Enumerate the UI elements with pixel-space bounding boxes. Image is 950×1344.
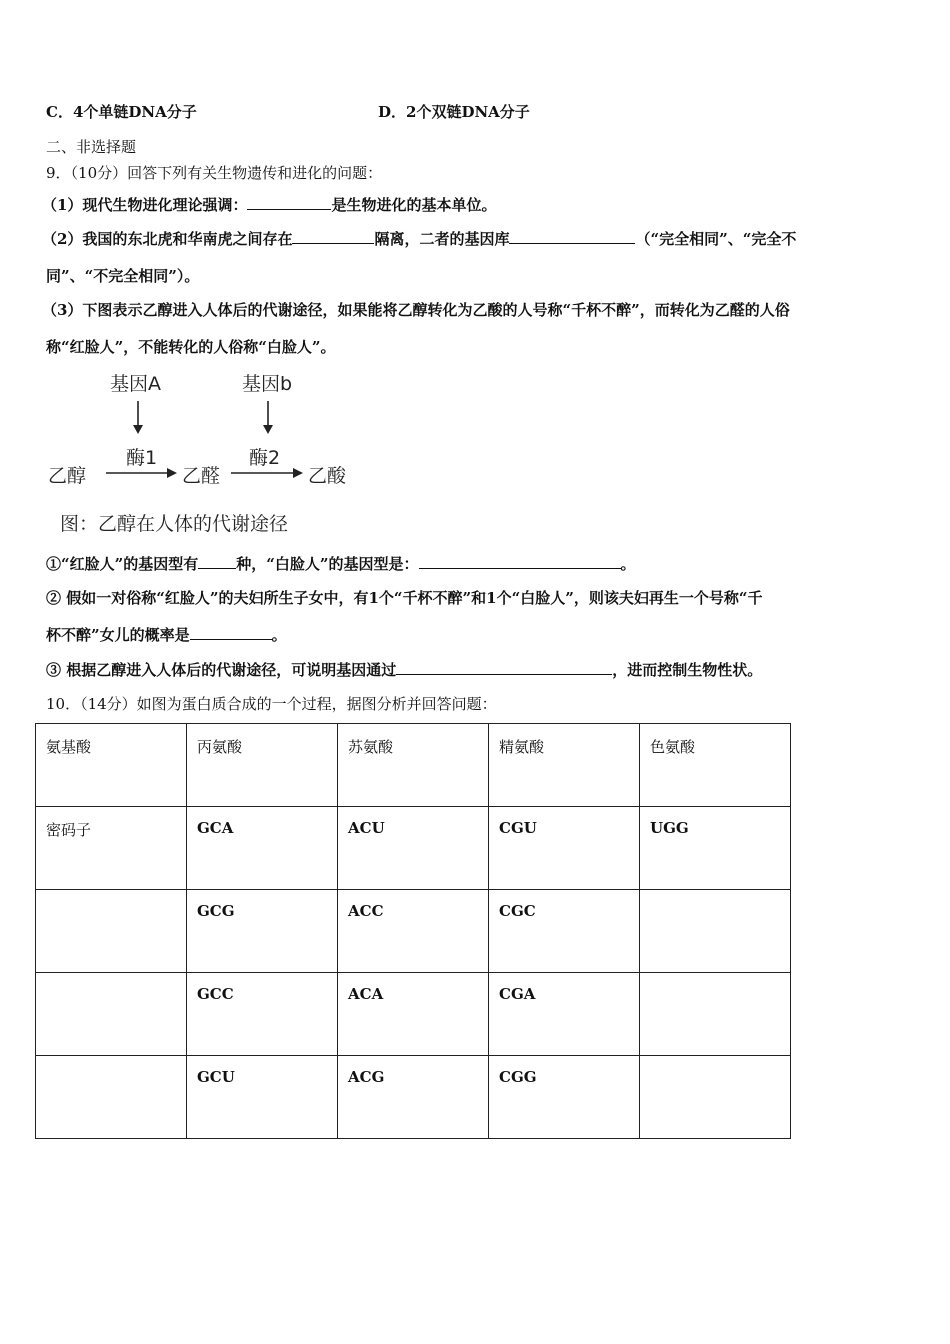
table-cell — [36, 1056, 187, 1139]
q9-sub2: ② 假如一对俗称“红脸人”的夫妇所生子女中，有1个“千杯不醉”和1个“白脸人”，则该夫妇再生一个号称“千 — [46, 589, 763, 607]
q9-sub2-text-b: 杯不醉”女儿的概率是 — [46, 626, 190, 644]
q9-part1-text-b: 是生物进化的基本单位。 — [331, 196, 497, 214]
table-cell: GCC — [187, 973, 338, 1056]
q9-sub3-text-a: ③ 根据乙醇进入人体后的代谢途径，可说明基因通过 — [46, 661, 397, 679]
table-cell: ACU — [338, 807, 489, 890]
metabolic-pathway-diagram — [46, 365, 376, 540]
acetic-acid-label: 乙酸 — [308, 465, 347, 487]
q9-sub2-cont — [46, 625, 287, 645]
q9-part2 — [42, 229, 796, 249]
table-cell: GCA — [187, 807, 338, 890]
table-cell: UGG — [640, 807, 791, 890]
diagram-caption: 图：乙醇在人体的代谢途径 — [60, 513, 289, 535]
arrowhead-gene-a — [133, 425, 143, 434]
q9-sub2-blank[interactable] — [190, 625, 272, 640]
table-cell — [36, 890, 187, 973]
q9-stem: 9．（10分）回答下列有关生物遗传和进化的问题： — [46, 164, 383, 182]
table-header-row — [36, 724, 791, 807]
q9-sub3 — [46, 660, 762, 680]
q9-part2-blank-1[interactable] — [292, 229, 374, 244]
table-row — [36, 890, 791, 973]
q9-part2-blank-2[interactable] — [509, 229, 635, 244]
q9-sub1-blank-1[interactable] — [198, 554, 236, 569]
table-header-cell: 色氨酸 — [640, 724, 791, 807]
table-cell: ACA — [338, 973, 489, 1056]
table-row — [36, 807, 791, 890]
q9-sub1-text-a: ①“红脸人”的基因型有 — [46, 555, 199, 573]
table-cell — [640, 973, 791, 1056]
q9-sub1-text-b: 种，“白脸人”的基因型是： — [236, 555, 419, 573]
codon-table — [35, 723, 791, 1139]
table-cell: CGU — [489, 807, 640, 890]
table-cell: GCU — [187, 1056, 338, 1139]
table-cell: CGG — [489, 1056, 640, 1139]
arrowhead-gene-b — [263, 425, 273, 434]
gene-b-label: 基因b — [242, 373, 293, 395]
q9-sub3-blank[interactable] — [396, 660, 612, 675]
q9-sub2-text-c: 。 — [271, 626, 287, 644]
ethanol-label: 乙醇 — [48, 465, 87, 487]
q9-part1 — [42, 195, 496, 215]
table-cell — [36, 973, 187, 1056]
table-cell: GCG — [187, 890, 338, 973]
q9-part1-text-a: （1）现代生物进化理论强调： — [42, 196, 248, 214]
table-header-cell: 苏氨酸 — [338, 724, 489, 807]
table-cell: ACC — [338, 890, 489, 973]
section-title: 二、非选择题 — [46, 138, 137, 156]
enzyme2-label: 酶2 — [249, 447, 281, 469]
q9-part2-text-c: （“完全相同”、“完全不 — [635, 230, 797, 248]
table-row — [36, 973, 791, 1056]
q9-part2-cont: 同”、“不完全相同”）。 — [46, 267, 200, 285]
option-d: D．2个双链DNA分子 — [378, 103, 530, 121]
q9-sub3-text-b: ，进而控制生物性状。 — [612, 661, 763, 679]
q9-part2-text-a: （2）我国的东北虎和华南虎之间存在 — [42, 230, 293, 248]
acetaldehyde-label: 乙醛 — [182, 465, 221, 487]
arrowhead-enzyme2 — [293, 468, 303, 478]
arrowhead-enzyme1 — [167, 468, 177, 478]
gene-a-label: 基因A — [110, 373, 161, 395]
q9-part3-cont: 称“红脸人”，不能转化的人俗称“白脸人”。 — [46, 338, 336, 356]
table-cell — [640, 890, 791, 973]
q10-stem: 10．（14分）如图为蛋白质合成的一个过程，据图分析并回答问题： — [46, 695, 497, 713]
table-header-cell: 氨基酸 — [36, 724, 187, 807]
table-cell — [640, 1056, 791, 1139]
table-cell: CGC — [489, 890, 640, 973]
table-header-cell: 精氨酸 — [489, 724, 640, 807]
table-cell: 密码子 — [36, 807, 187, 890]
option-c: C．4个单链DNA分子 — [46, 103, 197, 121]
table-row — [36, 1056, 791, 1139]
q9-sub1-text-c: 。 — [620, 555, 636, 573]
table-cell: CGA — [489, 973, 640, 1056]
q9-part1-blank[interactable] — [247, 195, 331, 210]
q9-part2-text-b: 隔离，二者的基因库 — [374, 230, 510, 248]
q9-part3: （3）下图表示乙醇进入人体后的代谢途径，如果能将乙醇转化为乙酸的人号称“千杯不醉”，而转化为乙醛的人俗 — [42, 301, 790, 319]
enzyme1-label: 酶1 — [126, 447, 158, 469]
q9-sub1 — [46, 554, 636, 574]
table-cell: ACG — [338, 1056, 489, 1139]
q9-sub1-blank-2[interactable] — [419, 554, 621, 569]
table-header-cell: 丙氨酸 — [187, 724, 338, 807]
